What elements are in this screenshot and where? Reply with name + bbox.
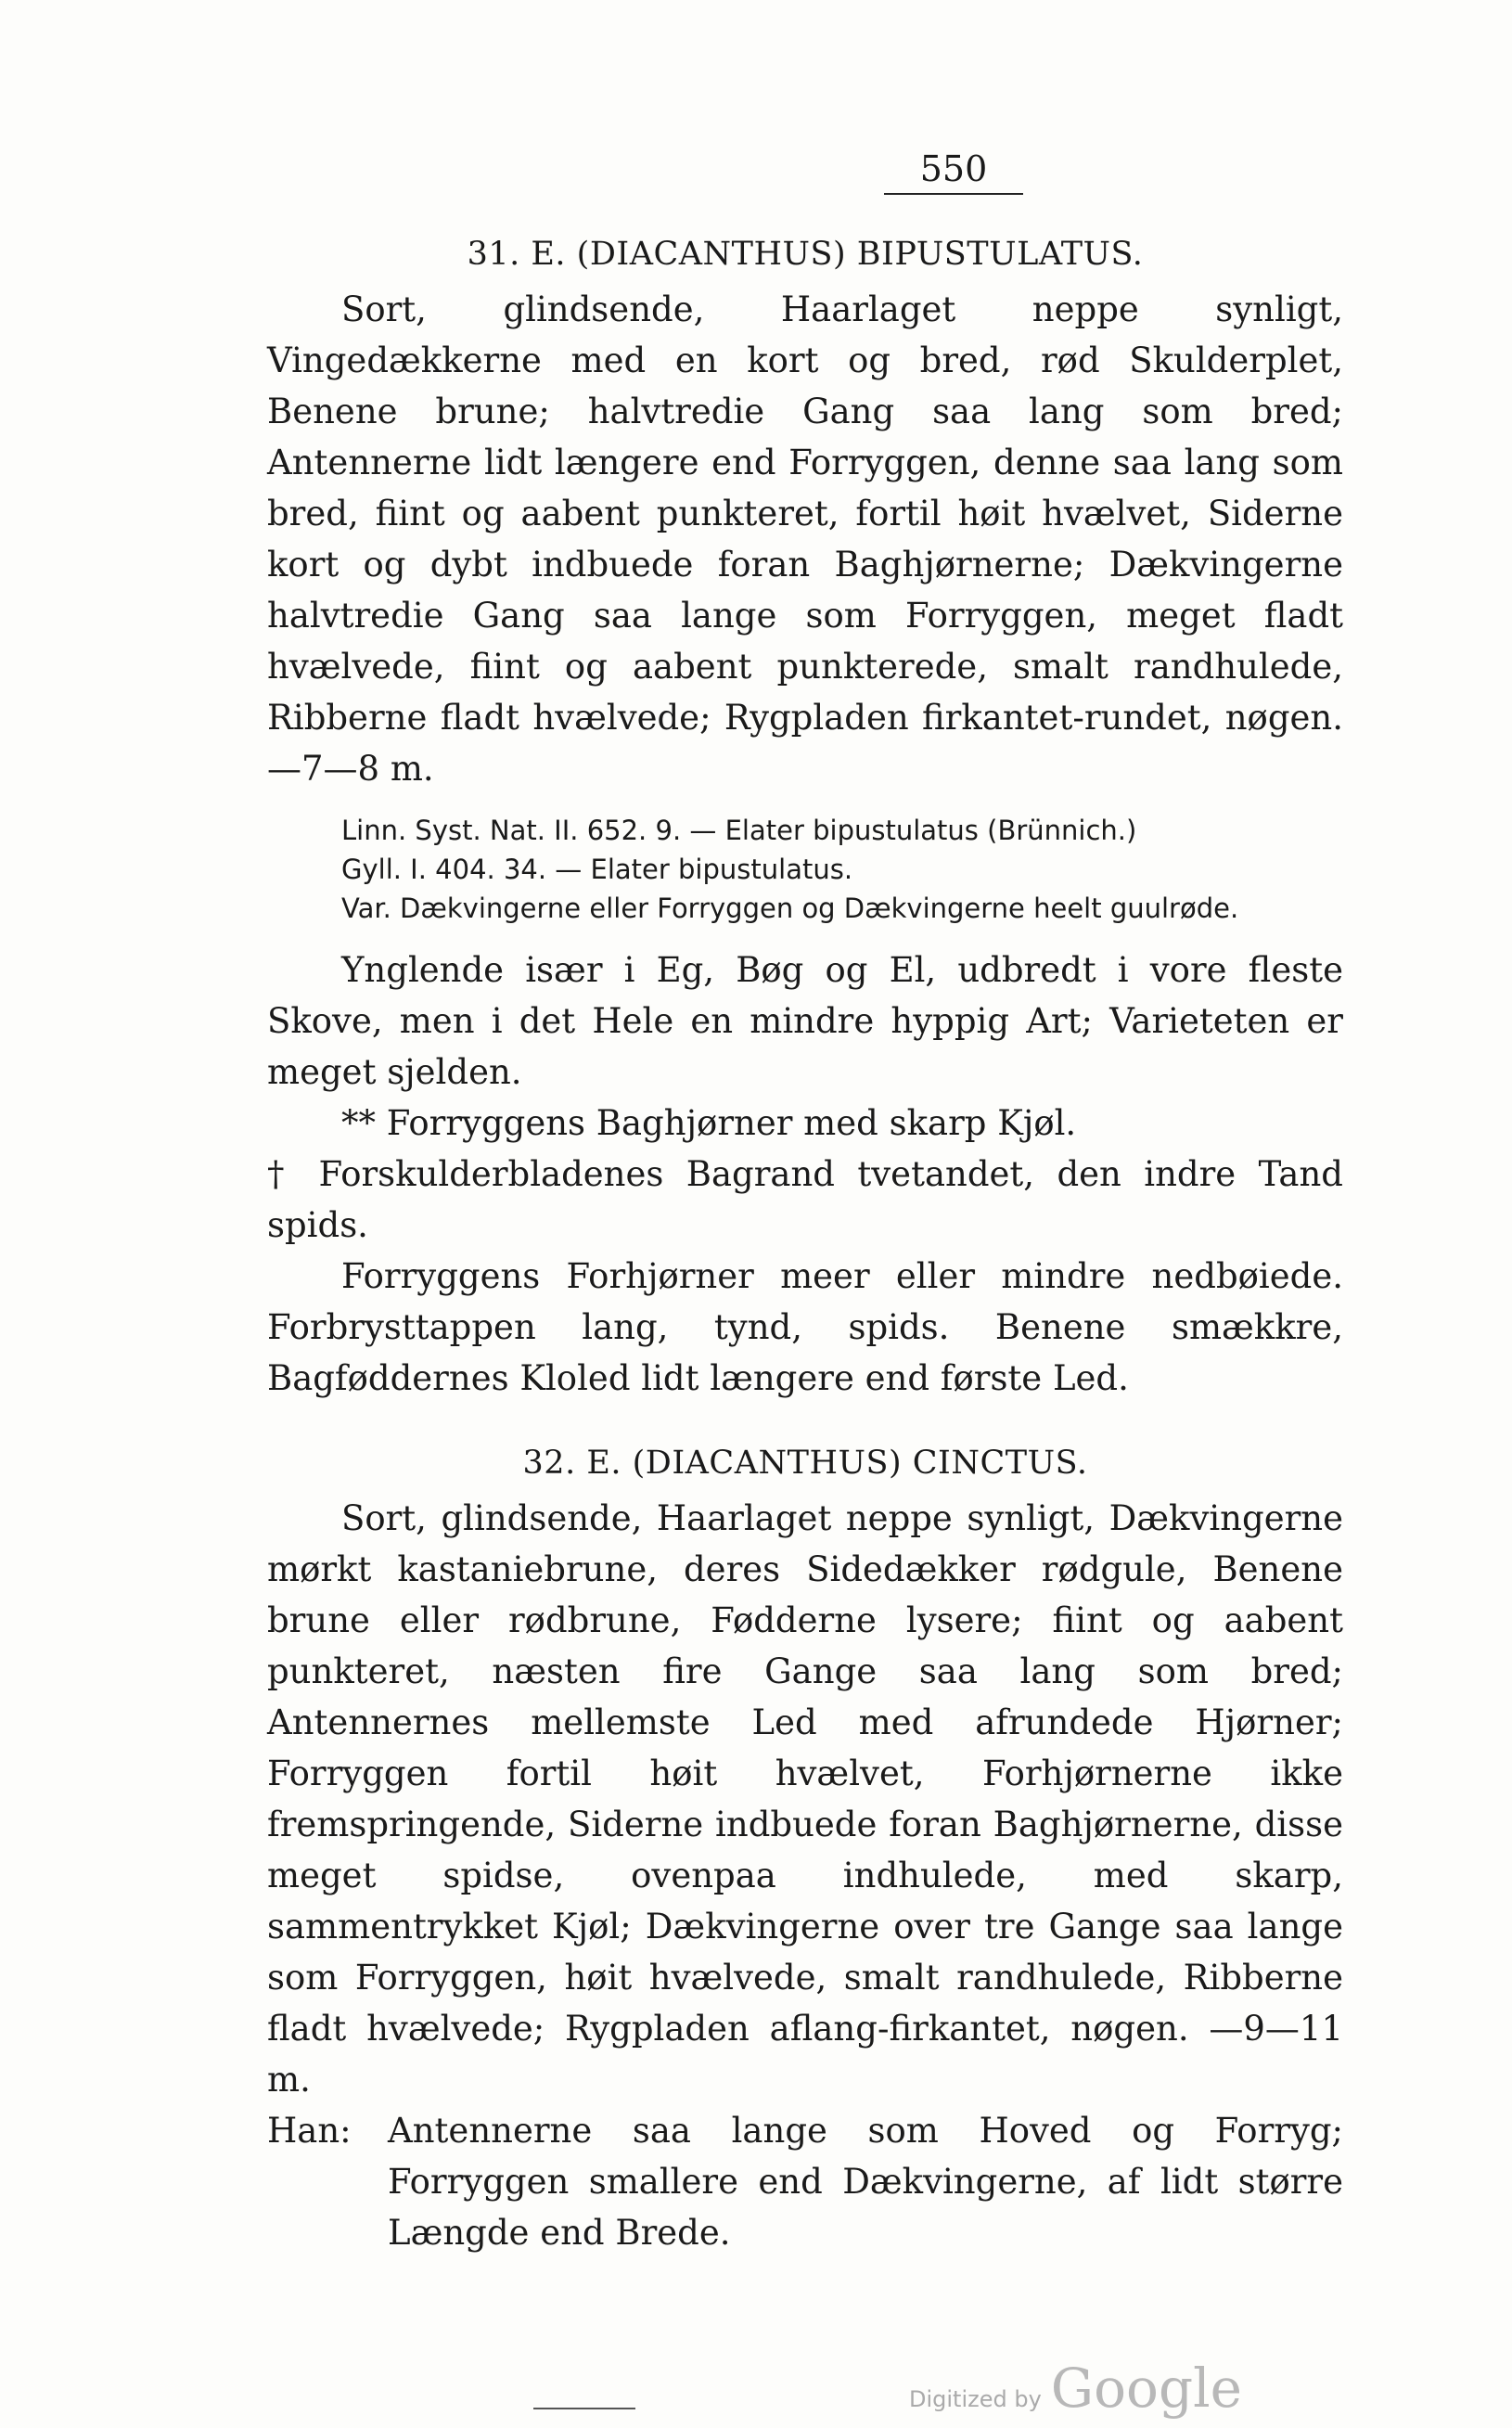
species-heading-31: 31. E. (DIACANTHUS) BIPUSTULATUS. (467, 236, 1144, 273)
digitized-by-text: Digitized by (909, 2386, 1042, 2412)
google-logo: Google (1050, 2357, 1242, 2420)
reference-line: Gyll. I. 404. 34. — Elater bipustulatus. (341, 854, 853, 885)
page-number: 550 (884, 148, 1023, 195)
references-31 (267, 811, 1343, 928)
page-body (267, 148, 1343, 2258)
digitization-watermark (909, 2357, 1242, 2420)
reference-line: Var. Dækvingerne eller Forryggen og Dækvingerne heelt guulrøde. (341, 893, 1239, 924)
key-line-3: Forryggens Forhjørner meer eller mindre nedbøiede. Forbrysttappen lang, tynd, spids. Benene smækkre, Bagføddernes Kloled lidt længere end første Led. (267, 1256, 1343, 1398)
habitat-31: Ynglende især i Eg, Bøg og El, udbredt i vore fleste Skove, men i det Hele en mindre hyppig Art; Varieteten er meget sjelden. (267, 950, 1343, 1092)
male-note (267, 2105, 1343, 2258)
male-note-label: Han: (267, 2111, 352, 2151)
species-description-31: Sort, glindsende, Haarlaget neppe synligt, Vingedækkerne med en kort og bred, rød Skulderplet, Benene brune; halvtredie Gang saa lang som bred; Antennerne lidt længere end Forryggen, denne saa lang som bred, fiint og aabent punkteret, fortil høit hvælvet, Siderne kort og dybt indbuede foran Baghjørnerne; Dækvingerne halvtredie Gang saa lange som Forryggen, meget fladt hvælvede, fiint og aabent punkterede, smalt randhulede, Ribberne fladt hvælvede; Rygpladen firkantet-rundet, nøgen. —7—8 m. (267, 289, 1343, 789)
species-description-32: Sort, glindsende, Haarlaget neppe synligt, Dækvingerne mørkt kastaniebrune, deres Sidedækker rødgule, Benene brune eller rødbrune, Fødderne lysere; fiint og aabent punkteret, næsten fire Gange saa lang som bred; Antennernes mellemste Led med afrundede Hjørner; Forryggen fortil høit hvælvet, Forhjørnerne ikke fremspringende, Siderne indbuede foran Baghjørnerne, disse meget spidse, ovenpaa indhulede, med skarp, sammentrykket Kjøl; Dækvingerne over tre Gange saa lange som Forryggen, høit hvælvede, smalt randhulede, Ribberne fladt hvælvede; Rygpladen aflang-firkantet, nøgen. —9—11 m. (267, 1498, 1343, 2100)
species-heading-32: 32. E. (DIACANTHUS) CINCTUS. (522, 1445, 1088, 1482)
key-line-2: † Forskulderbladenes Bagrand tvetandet, den indre Tand spids. (267, 1154, 1343, 1245)
footer-rule (533, 2408, 635, 2409)
reference-line: Linn. Syst. Nat. II. 652. 9. — Elater bipustulatus (Brünnich.) (341, 815, 1137, 846)
key-line-1: ** Forryggens Baghjørner med skarp Kjøl. (341, 1103, 1077, 1143)
male-note-text: Antennerne saa lange som Hoved og Forryg; Forryggen smallere end Dækvingerne, af lidt større Længde end Brede. (388, 2111, 1343, 2253)
